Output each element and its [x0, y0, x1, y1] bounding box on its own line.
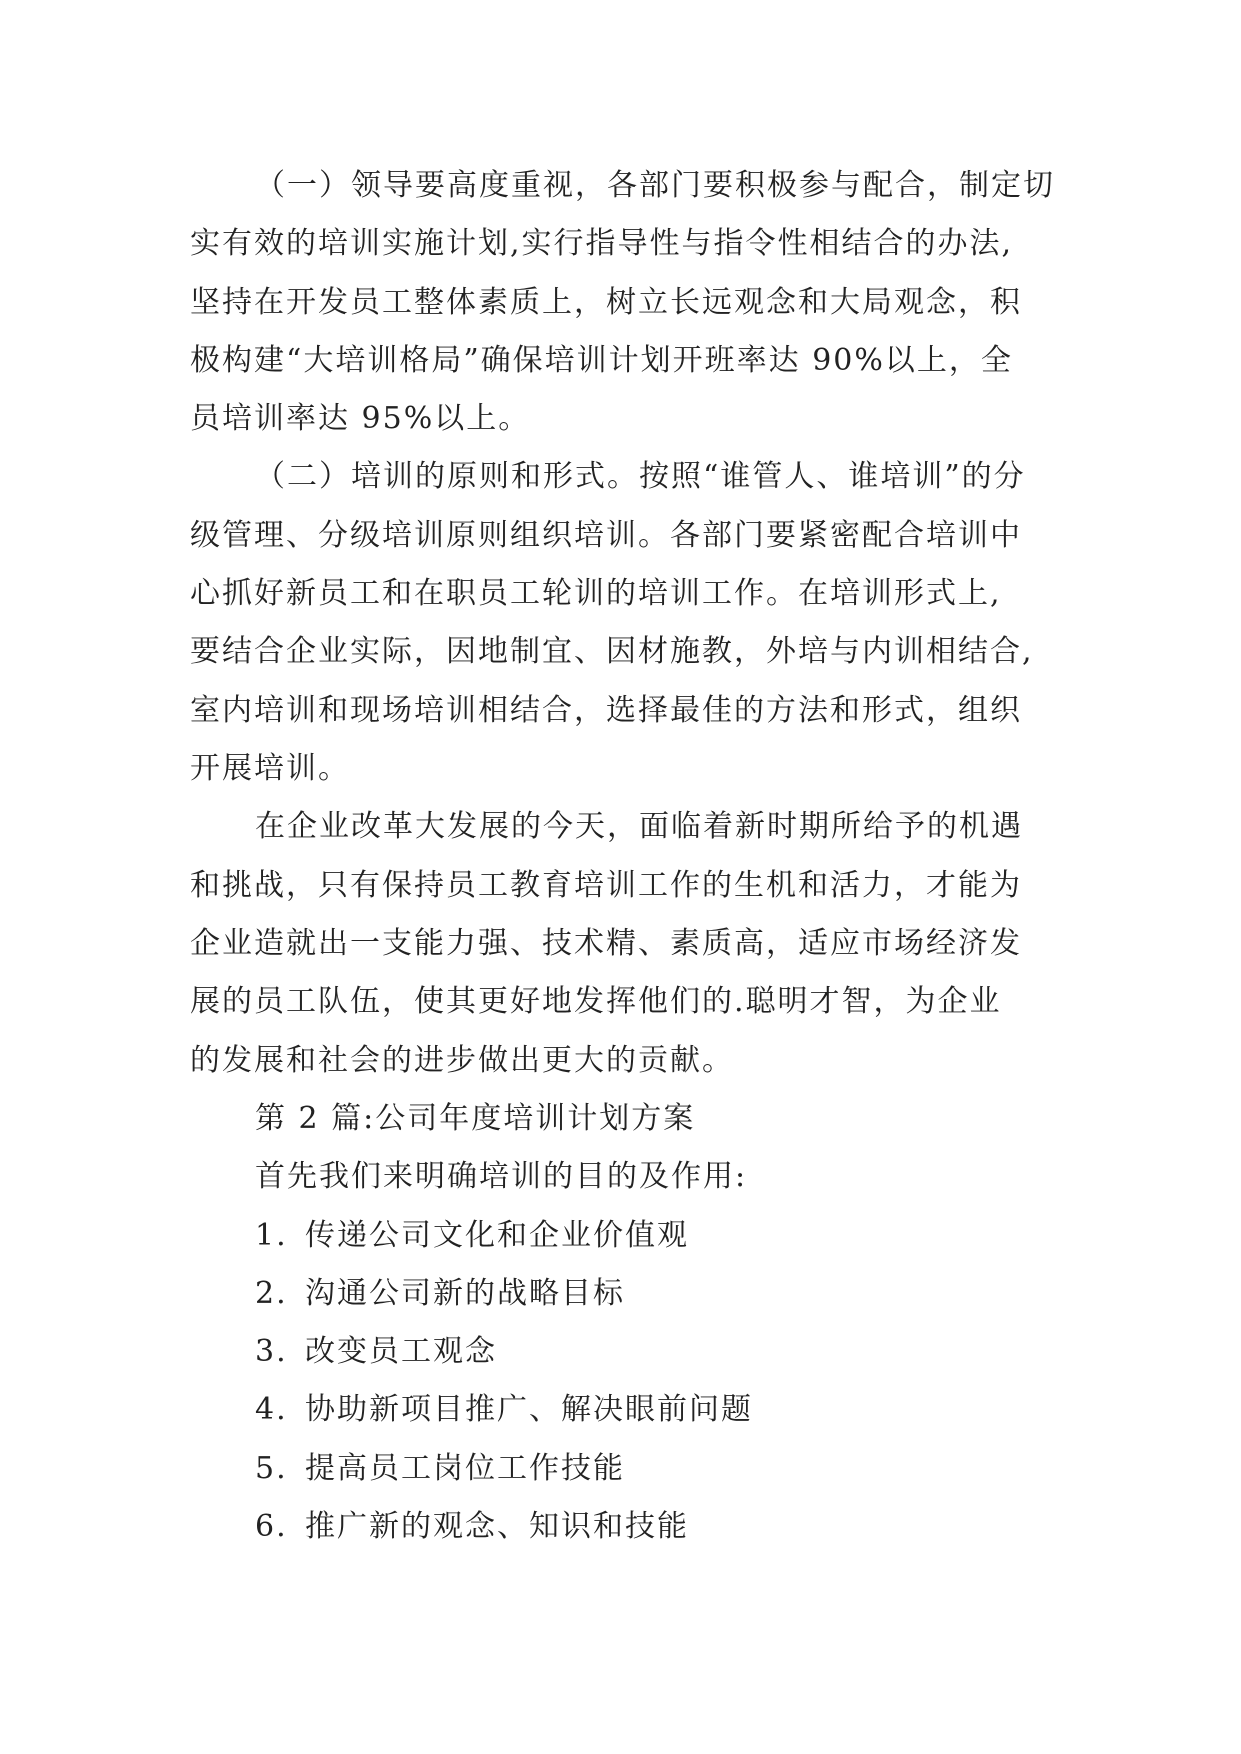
- paragraph-3-line-4: 展的员工队伍，使其更好地发挥他们的.聪明才智，为企业: [190, 984, 1002, 1019]
- list-item-text: 传递公司文化和企业价值观: [305, 1218, 689, 1253]
- paragraph-2-line-2: 级管理、分级培训原则组织培训。各部门要紧密配合培训中: [190, 518, 1022, 553]
- list-item-number: 5.: [255, 1451, 288, 1486]
- paragraph-2-line-3: 心抓好新员工和在职员工轮训的培训工作。在培训形式上,: [190, 576, 1002, 611]
- paragraph-2-line-4: 要结合企业实际，因地制宜、因材施教，外培与内训相结合,: [190, 634, 1034, 669]
- list-item: [255, 1507, 689, 1547]
- list-item-number: 1.: [255, 1218, 288, 1253]
- intro-line: 首先我们来明确培训的目的及作用:: [255, 1159, 748, 1194]
- paragraph-2-line-6: 开展培训。: [190, 751, 350, 786]
- list-item-number: 3.: [255, 1334, 288, 1369]
- list-item-text: 协助新项目推广、解决眼前问题: [305, 1392, 753, 1427]
- paragraph-3-line-2: 和挑战，只有保持员工教育培训工作的生机和活力，才能为: [190, 868, 1022, 903]
- paragraph-1-line-2: 实有效的培训实施计划,实行指导性与指令性相结合的办法,: [190, 226, 1014, 261]
- list-item-text: 沟通公司新的战略目标: [305, 1276, 625, 1311]
- section-title: 第 2 篇:公司年度培训计划方案: [255, 1101, 696, 1136]
- list-item-number: 2.: [255, 1276, 288, 1311]
- list-item: [255, 1216, 689, 1256]
- list-item: [255, 1390, 753, 1430]
- paragraph-3-line-5: 的发展和社会的进步做出更大的贡献。: [190, 1043, 734, 1078]
- list-item-number: 6.: [255, 1509, 288, 1544]
- paragraph-2-line-1: （二）培训的原则和形式。按照“谁管人、谁培训”的分: [255, 459, 1026, 494]
- list-item-number: 4.: [255, 1392, 288, 1427]
- list-item: [255, 1274, 625, 1314]
- paragraph-3-line-3: 企业造就出一支能力强、技术精、素质高，适应市场经济发: [190, 926, 1022, 961]
- paragraph-1-line-3: 坚持在开发员工整体素质上，树立长远观念和大局观念，积: [190, 285, 1022, 320]
- list-item-text: 改变员工观念: [305, 1334, 497, 1369]
- list-item-text: 推广新的观念、知识和技能: [305, 1509, 689, 1544]
- paragraph-3-line-1: 在企业改革大发展的今天，面临着新时期所给予的机遇: [255, 809, 1023, 844]
- paragraph-1-line-1: （一）领导要高度重视，各部门要积极参与配合，制定切: [255, 168, 1055, 203]
- paragraph-1-line-5: 员培训率达 95%以上。: [190, 401, 531, 436]
- list-item: [255, 1449, 625, 1489]
- paragraph-2-line-5: 室内培训和现场培训相结合，选择最佳的方法和形式，组织: [190, 693, 1022, 728]
- list-item-text: 提高员工岗位工作技能: [305, 1451, 625, 1486]
- list-item: [255, 1332, 497, 1372]
- paragraph-1-line-4: 极构建“大培训格局”确保培训计划开班率达 90%以上，全: [190, 343, 1013, 378]
